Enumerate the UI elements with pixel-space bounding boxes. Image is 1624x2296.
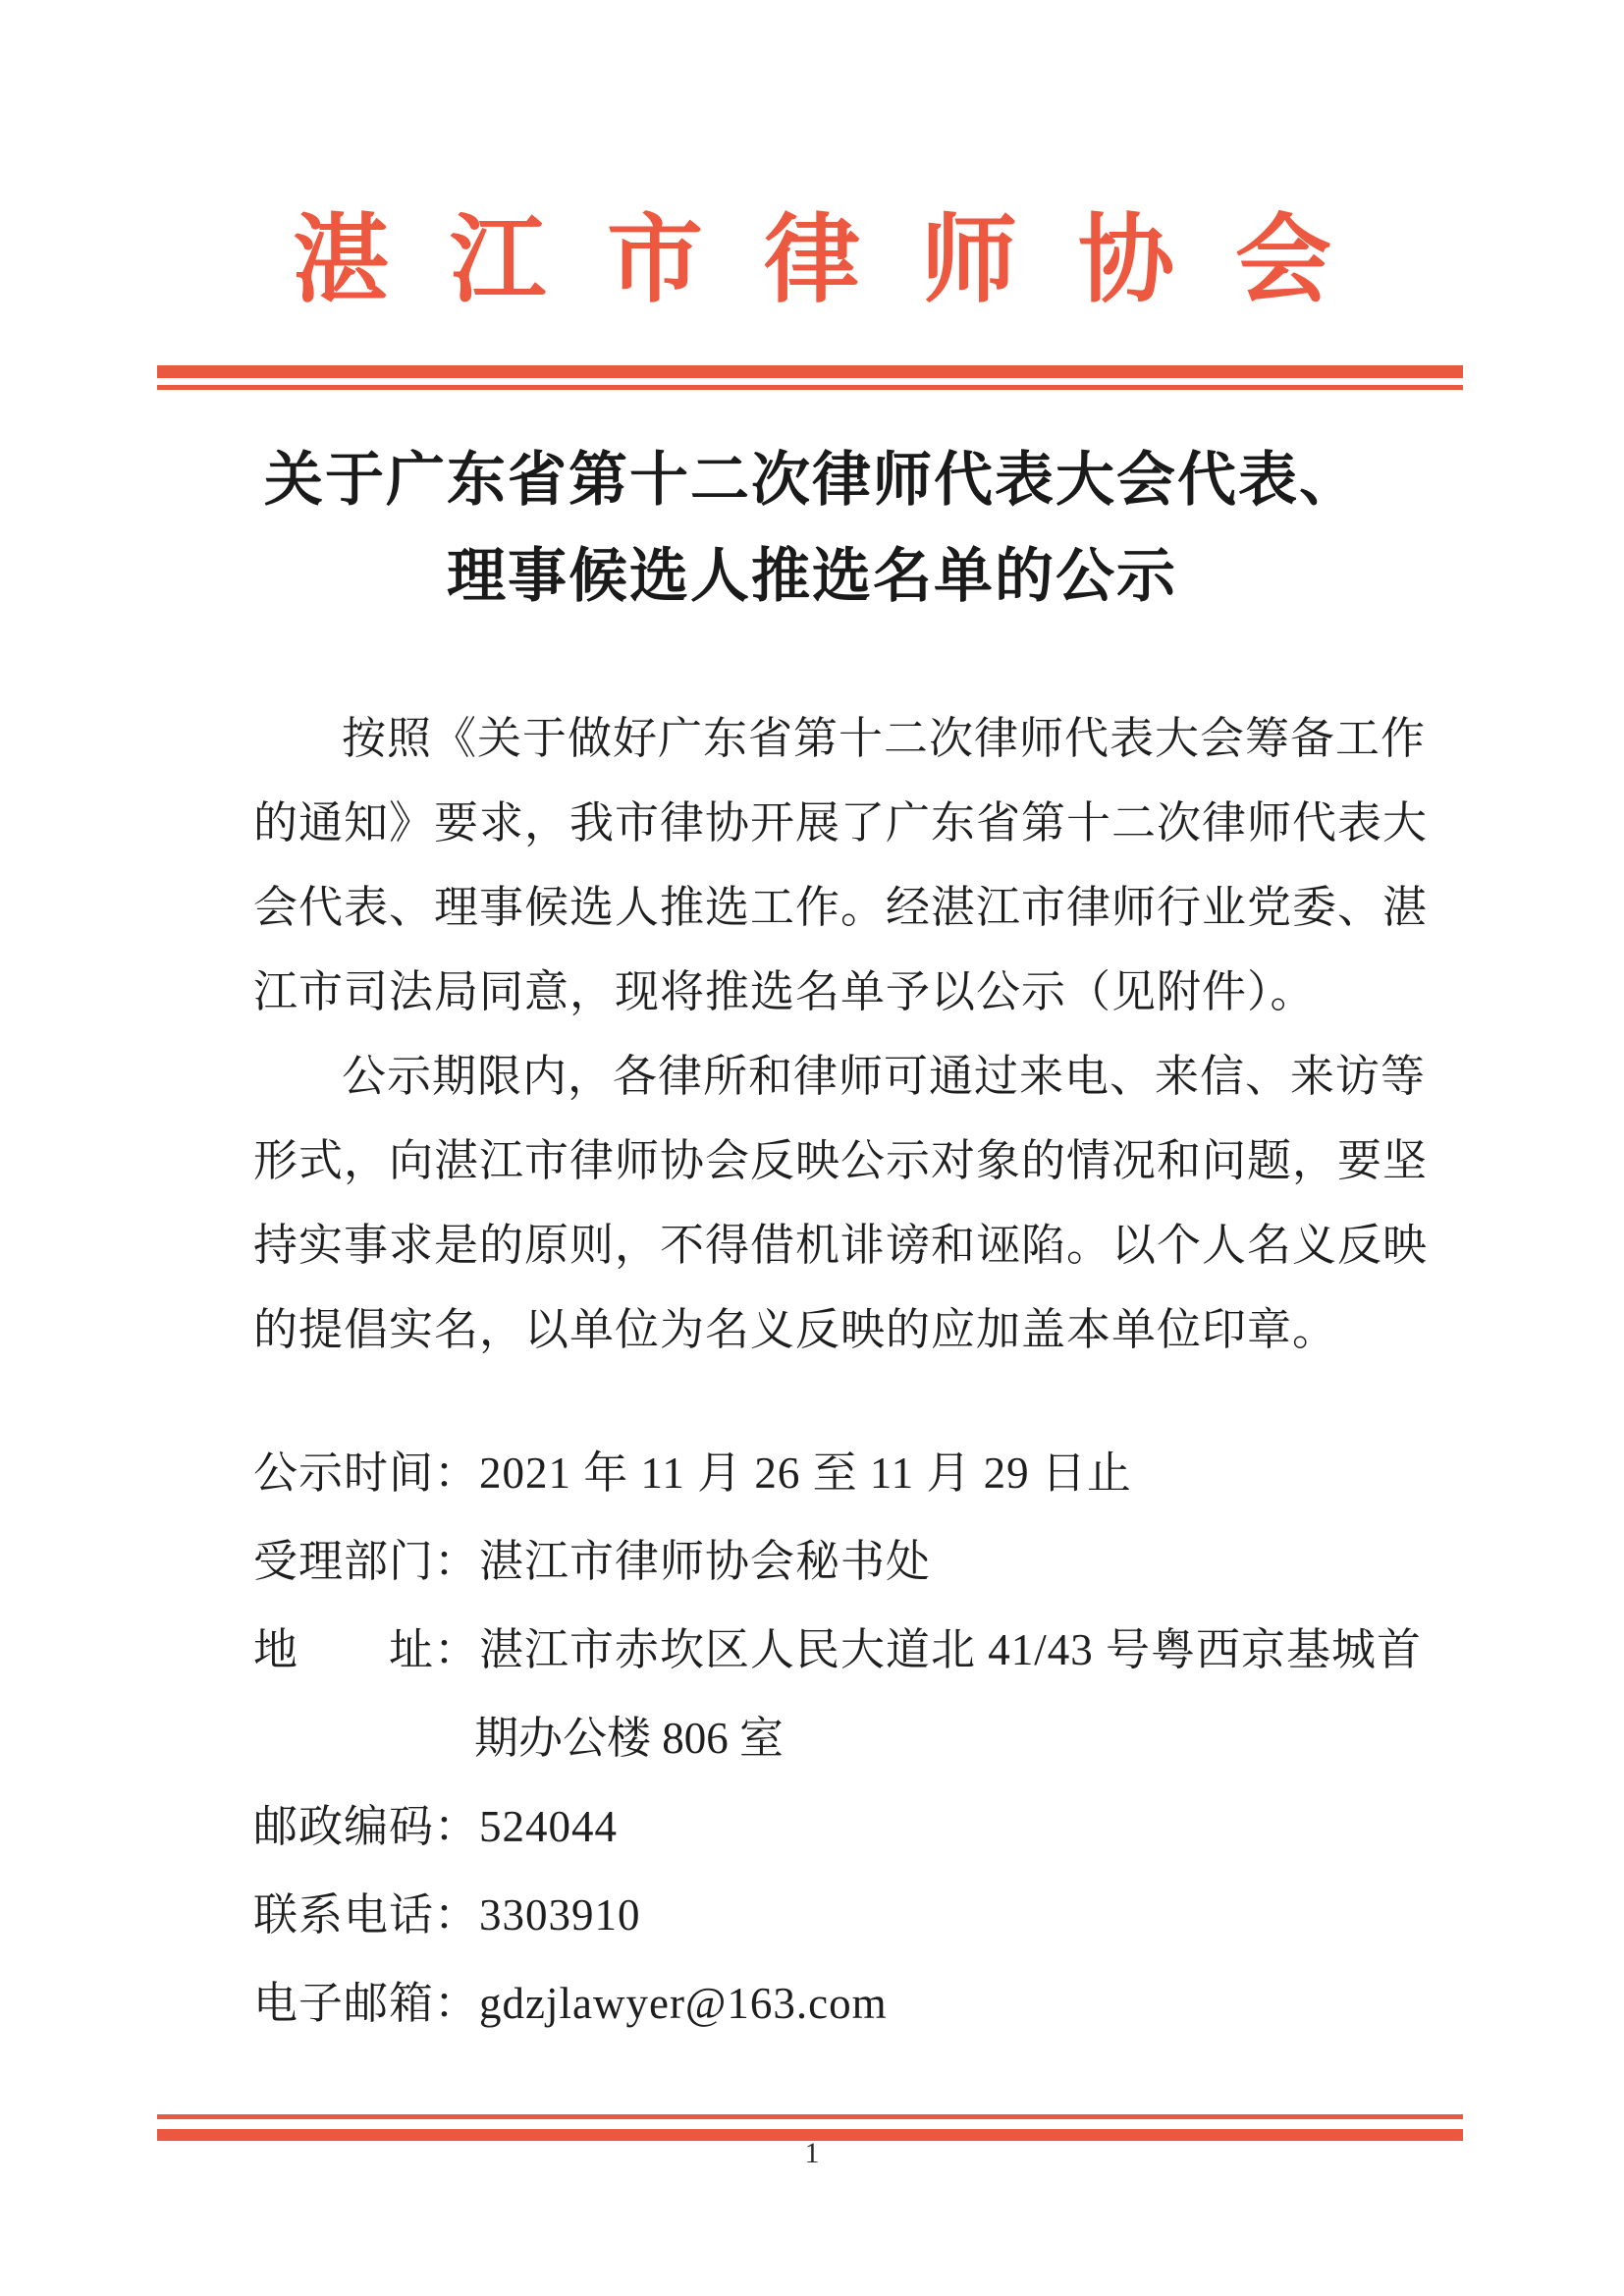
email-label: 电子邮箱：	[253, 1979, 480, 2028]
paragraph2-line3: 持实事求是的原则，不得借机诽谤和诬陷。以个人名义反映	[253, 1221, 1429, 1270]
address-value-line2: 期办公楼 806 室	[474, 1714, 785, 1763]
postal-code-value: 524044	[479, 1802, 619, 1851]
document-title-line2: 理事候选人推选名单的公示	[447, 544, 1177, 609]
info-block	[253, 1429, 1422, 2048]
address-label: 地 址：	[253, 1625, 480, 1674]
footer-rule-thin	[157, 2114, 1463, 2119]
page-number: 1	[804, 2137, 820, 2169]
letterhead-rule-thick	[157, 365, 1463, 378]
letterhead-rule-thin	[157, 385, 1463, 390]
paragraph1-line4: 江市司法局同意，现将推选名单予以公示（见附件）。	[253, 967, 1316, 1016]
phone-label: 联系电话：	[253, 1890, 480, 1940]
info-row-accepting-department	[253, 1517, 1422, 1606]
info-row-address	[253, 1606, 1422, 1694]
paragraph1-line3: 会代表、理事候选人推选工作。经湛江市律师行业党委、湛	[253, 883, 1429, 932]
paragraph2-line1: 公示期限内，各律所和律师可通过来电、来信、来访等	[342, 1052, 1427, 1101]
info-row-phone	[253, 1871, 1422, 1959]
address-value-line1: 湛江市赤坎区人民大道北 41/43 号粤西京基城首	[479, 1625, 1423, 1674]
paragraph1-line1: 按照《关于做好广东省第十二次律师代表大会筹备工作	[342, 714, 1427, 763]
paragraph1-line2: 的通知》要求，我市律协开展了广东省第十二次律师代表大	[253, 798, 1429, 847]
publicity-period-value: 2021 年 11 月 26 至 11 月 29 日止	[479, 1449, 1132, 1498]
info-row-postal-code	[253, 1782, 1422, 1871]
document-title-line1: 关于广东省第十二次律师代表大会代表、	[264, 448, 1360, 513]
accepting-department-value: 湛江市律师协会秘书处	[479, 1537, 932, 1586]
email-value: gdzjlawyer@163.com	[479, 1979, 888, 2028]
info-row-email	[253, 1959, 1422, 2048]
accepting-department-label: 受理部门：	[253, 1537, 480, 1586]
phone-value: 3303910	[479, 1890, 641, 1940]
postal-code-label: 邮政编码：	[253, 1802, 480, 1851]
body-text	[253, 696, 1429, 1372]
letterhead-org-name: 湛江市律师协会	[292, 208, 1392, 314]
paragraph2-line2: 形式，向湛江市律师协会反映公示对象的情况和问题，要坚	[253, 1136, 1429, 1185]
info-row-publicity-period	[253, 1429, 1422, 1517]
publicity-period-label: 公示时间：	[253, 1449, 480, 1498]
paragraph2-line4: 的提倡实名，以单位为名义反映的应加盖本单位印章。	[253, 1305, 1338, 1354]
document-title	[0, 432, 1624, 625]
